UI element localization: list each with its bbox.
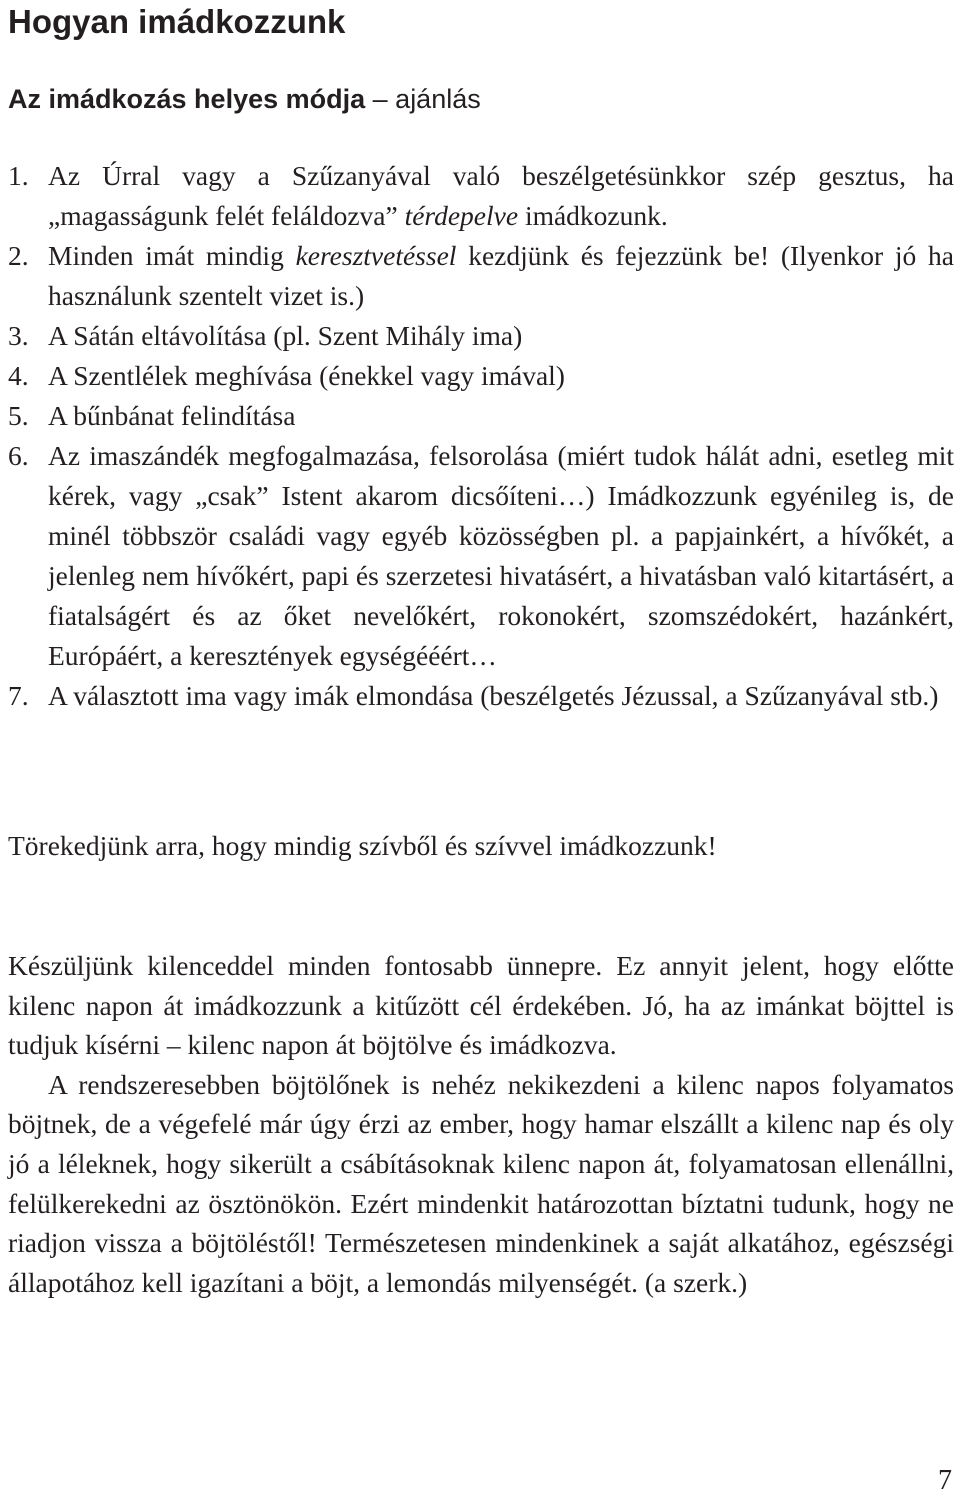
paragraph-novena: Készüljünk kilenceddel minden fontosabb ünnepre. Ez annyit jelent, hogy előtte kilenc napon át imádkozzunk a kitűzött cél érdekében. Jó, ha az imánkat böjttel is tudjuk kísérni – kilenc napon át böjtölve és imádkozva. [8, 950, 954, 1061]
list-item-3 [8, 316, 954, 356]
subtitle-rest: ajánlás [395, 84, 481, 114]
list-item-7 [8, 676, 954, 716]
list-number: 3. [8, 320, 29, 351]
list-item-1 [8, 156, 954, 236]
list-text: Az Úrral vagy a Szűzanyával való beszélgetésünkkor szép gesztus, ha „magasságunk felét feláldozva” [48, 160, 954, 231]
list-item-2 [8, 236, 954, 316]
list-number: 2. [8, 240, 29, 271]
italic-text: keresztvetéssel [295, 240, 457, 271]
list-text: A bűnbánat felindítása [48, 400, 296, 431]
page-number: 7 [938, 1465, 952, 1496]
list-text: kezdjünk és fejezzünk be! (Ilyenkor jó ha használunk szentelt vizet is.) [48, 240, 954, 311]
list-text: Minden imát mindig [48, 240, 284, 271]
prayer-steps-list [8, 156, 954, 716]
italic-text: térdepelve [404, 200, 519, 231]
list-text: Az imaszándék megfogalmazása, felsorolása (miért tudok hálát adni, esetleg mit kérek, vagy „csak” Istent akarom dicsőíteni…) Imádkozzunk egyénileg is, de minél többször családi vagy egyéb közösségben pl. a papjainkért, a hívőkét, a jelenleg nem hívőkért, papi és szerzetesi hivatásért, a hivatásban való kitartásért, a fiatalságért és az őket nevelőkért, rokonokért, szomszédokért, hazánkért, Európáért, a keresztények egységééért… [48, 440, 954, 671]
section-subtitle: Az imádkozás helyes módja – ajánlás [8, 84, 481, 114]
list-item-5 [8, 396, 954, 436]
paragraph-fasting: A rendszeresebben böjtölőnek is nehéz nekikezdeni a kilenc napos folyamatos böjtnek, de a végefelé már úgy érzi az ember, hogy hamar elszállt a kilenc nap és oly jó a léleknek, hogy sikerült a csábításoknak kilenc napon át, folyamatosan ellenállni, felülkerekedni az ösztönökön. Ezért mindenkit határozottan bíztatni tudunk, hogy ne riadjon vissza a böjtöléstől! Természetesen mindenkinek a saját alkatához, egészségi állapotához kell igazítani a böjt, a lemondás milyenségét. (a szerk.) [8, 1068, 954, 1298]
list-number: 5. [8, 400, 29, 431]
page-title: Hogyan imádkozzunk [8, 3, 346, 40]
list-item-4 [8, 356, 954, 396]
novena-section [8, 946, 954, 1302]
list-number: 7. [8, 680, 29, 711]
list-item-6 [8, 436, 954, 676]
list-text: A választott ima vagy imák elmondása (beszélgetés Jézussal, a Szűzanyával stb.) [48, 680, 939, 711]
list-text: A Sátán eltávolítása (pl. Szent Mihály ima) [48, 320, 523, 351]
subtitle-bold: Az imádkozás helyes módja [8, 84, 366, 114]
list-number: 1. [8, 160, 29, 191]
list-number: 6. [8, 440, 29, 471]
list-number: 4. [8, 360, 29, 391]
closing-sentence: Törekedjünk arra, hogy mindig szívből és szívvel imádkozzunk! [8, 830, 717, 861]
list-text: A Szentlélek meghívása (énekkel vagy imával) [48, 360, 565, 391]
list-text: imádkozunk. [524, 200, 668, 231]
